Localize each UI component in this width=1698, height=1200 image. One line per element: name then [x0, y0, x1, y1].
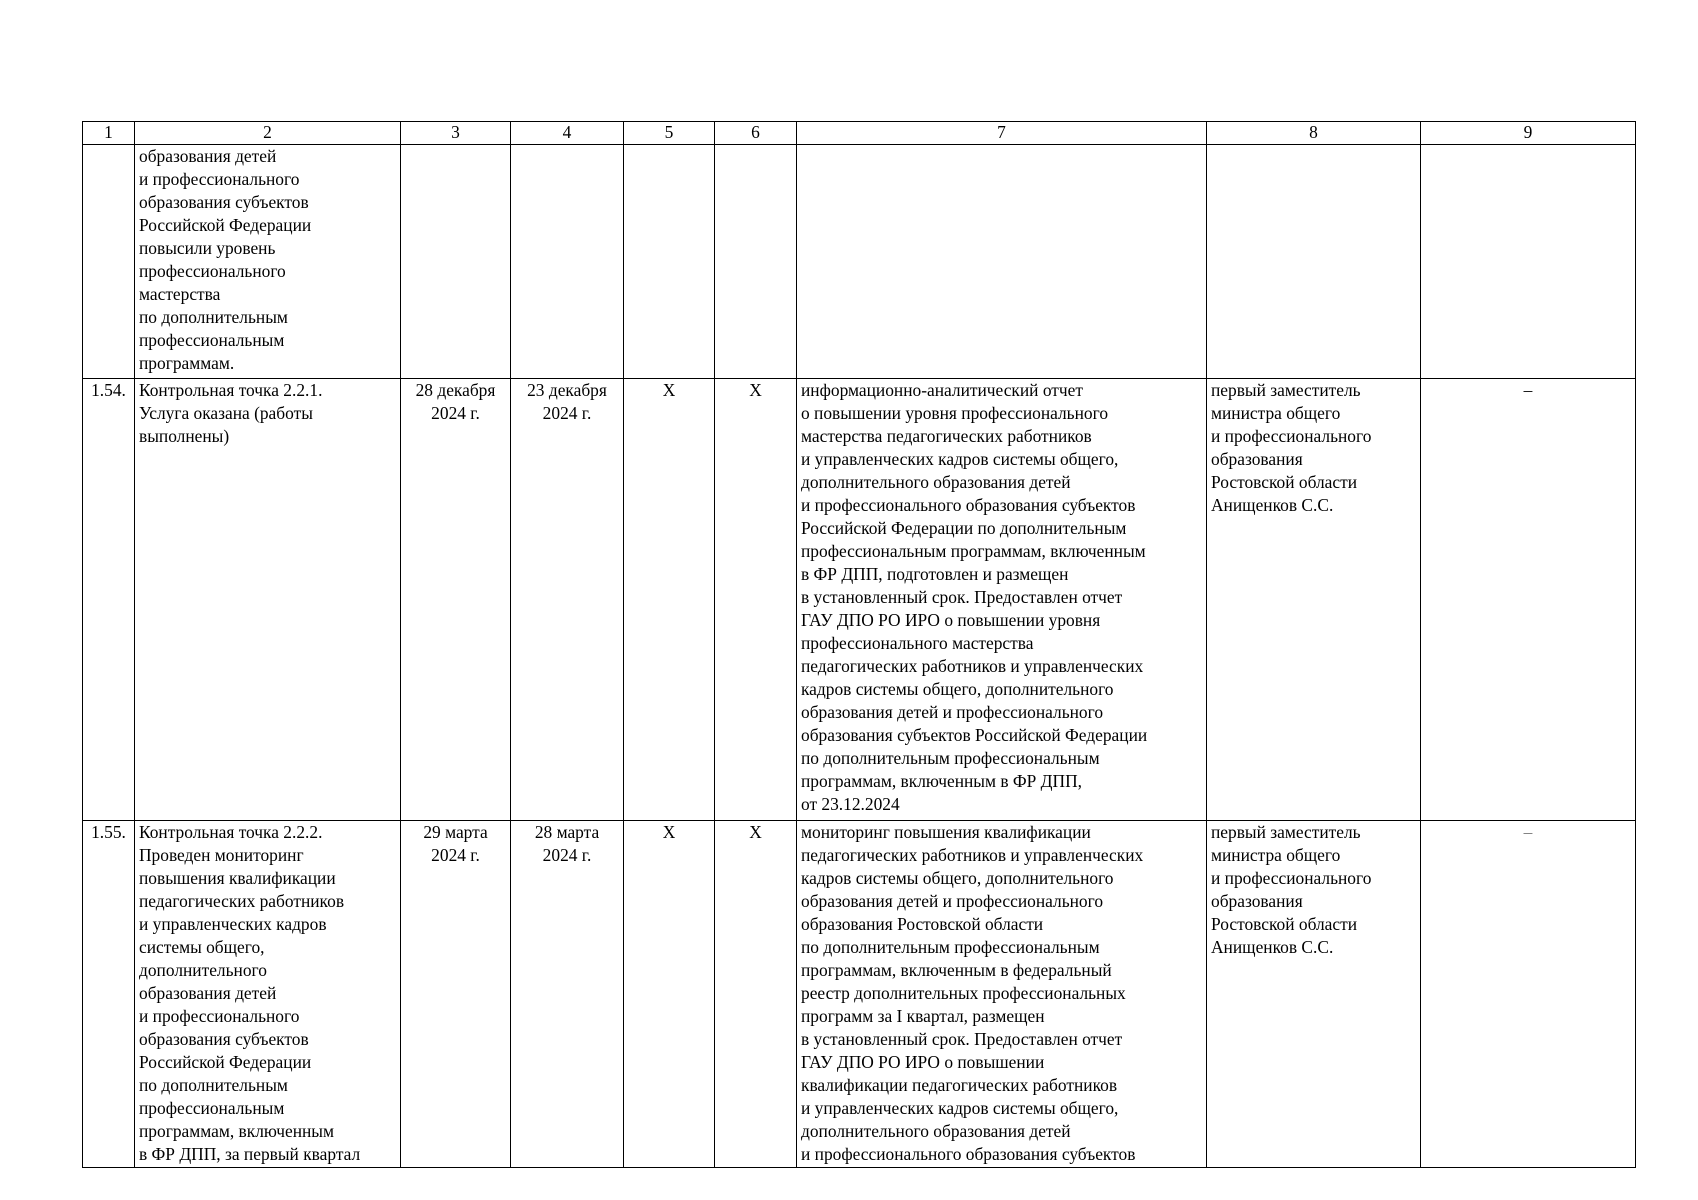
column-5-cell: X	[624, 821, 715, 1168]
row-number-cell	[83, 145, 135, 379]
responsible-cell: первый заместитель министра общего и профессионального образования Ростовской области Анищенков С.С.	[1207, 821, 1421, 1168]
actual-date-cell: 23 декабря 2024 г.	[511, 379, 624, 821]
note-cell	[1421, 145, 1636, 379]
column-header: 6	[715, 122, 797, 145]
column-6-cell	[715, 145, 797, 379]
column-header: 4	[511, 122, 624, 145]
column-header: 3	[401, 122, 511, 145]
responsible-cell: первый заместитель министра общего и профессионального образования Ростовской области Анищенков С.С.	[1207, 379, 1421, 821]
column-6-cell: X	[715, 821, 797, 1168]
row-name-cell: Контрольная точка 2.2.1. Услуга оказана (работы выполнены)	[135, 379, 401, 821]
actual-date-cell: 28 марта 2024 г.	[511, 821, 624, 1168]
planned-date-cell: 29 марта 2024 г.	[401, 821, 511, 1168]
column-5-cell	[624, 145, 715, 379]
result-cell: мониторинг повышения квалификации педагогических работников и управленческих кадров системы общего, дополнительного образования детей и профессионального образования Ростовской области по дополнительным профессиональным программам, включенным в федеральный реестр дополнительных профессиональных программ за I квартал, размещен в установленный срок. Предоставлен отчет ГАУ ДПО РО ИРО о повышении квалификации педагогических работников и управленческих кадров системы общего, дополнительного образования детей и профессионального образования субъектов	[797, 821, 1207, 1168]
note-cell: –	[1421, 379, 1636, 821]
row-name-cell: Контрольная точка 2.2.2. Проведен мониторинг повышения квалификации педагогических работников и управленческих кадров системы общего, дополнительного образования детей и профессионального образования субъектов Российской Федерации по дополнительным профессиональным программам, включенным в ФР ДПП, за первый квартал	[135, 821, 401, 1168]
responsible-cell	[1207, 145, 1421, 379]
row-number-cell: 1.55.	[83, 821, 135, 1168]
row-name-cell: образования детей и профессионального образования субъектов Российской Федерации повысили уровень профессионального мастерства по дополнительным профессиональным программам.	[135, 145, 401, 379]
result-cell: информационно-аналитический отчет о повышении уровня профессионального мастерства педагогических работников и управленческих кадров системы общего, дополнительного образования детей и профессионального образования субъектов Российской Федерации по дополнительным профессиональным программам, включенным в ФР ДПП, подготовлен и размещен в установленный срок. Предоставлен отчет ГАУ ДПО РО ИРО о повышении уровня профессионального мастерства педагогических работников и управленческих кадров системы общего, дополнительного образования детей и профессионального образования субъектов Российской Федерации по дополнительным профессиональным программам, включенным в ФР ДПП, от 23.12.2024	[797, 379, 1207, 821]
column-header: 5	[624, 122, 715, 145]
column-header: 8	[1207, 122, 1421, 145]
table-row	[83, 145, 1636, 379]
row-number-cell: 1.54.	[83, 379, 135, 821]
column-header: 1	[83, 122, 135, 145]
column-5-cell: X	[624, 379, 715, 821]
planned-date-cell: 28 декабря 2024 г.	[401, 379, 511, 821]
column-header: 9	[1421, 122, 1636, 145]
table-row	[83, 379, 1636, 821]
report-table	[82, 121, 1636, 1168]
column-number-header-row	[83, 122, 1636, 145]
actual-date-cell	[511, 145, 624, 379]
table-row	[83, 821, 1636, 1168]
column-header: 2	[135, 122, 401, 145]
column-header: 7	[797, 122, 1207, 145]
planned-date-cell	[401, 145, 511, 379]
result-cell	[797, 145, 1207, 379]
note-cell: –	[1421, 821, 1636, 1168]
column-6-cell: X	[715, 379, 797, 821]
